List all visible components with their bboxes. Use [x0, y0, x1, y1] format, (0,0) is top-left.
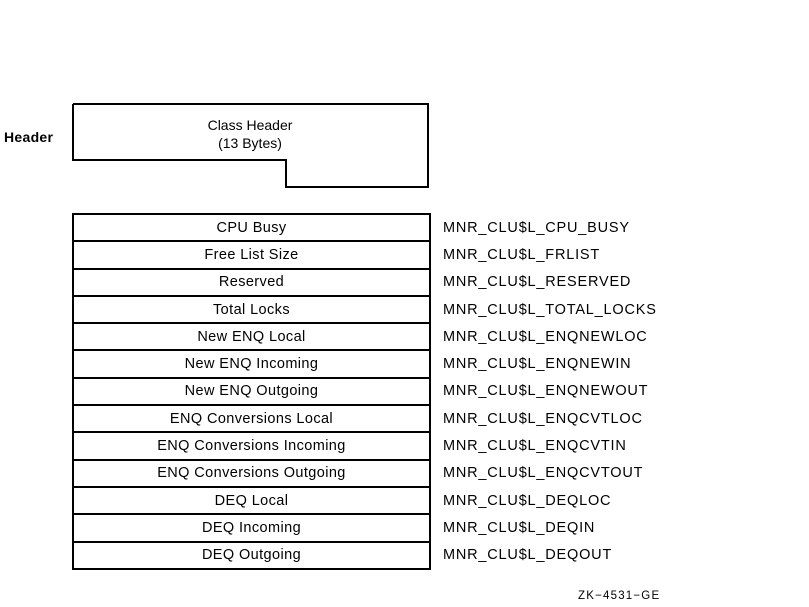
field-symbol: MNR_CLU$L_FRLIST: [443, 246, 601, 263]
field-row: ENQ Conversions Incoming: [74, 433, 429, 460]
field-table: [72, 213, 431, 570]
field-symbol: MNR_CLU$L_DEQIN: [443, 519, 596, 536]
field-symbol: MNR_CLU$L_RESERVED: [443, 274, 632, 291]
field-row: DEQ Incoming: [74, 515, 429, 542]
field-row: New ENQ Local: [74, 324, 429, 351]
field-symbol: MNR_CLU$L_ENQNEWIN: [443, 356, 632, 373]
field-row: ENQ Conversions Outgoing: [74, 461, 429, 488]
field-symbol-list: [443, 214, 657, 569]
field-row: New ENQ Outgoing: [74, 379, 429, 406]
field-row: Reserved: [74, 270, 429, 297]
field-row: ENQ Conversions Local: [74, 406, 429, 433]
field-symbol: MNR_CLU$L_ENQNEWOUT: [443, 383, 649, 400]
field-symbol: MNR_CLU$L_DEQOUT: [443, 547, 613, 564]
header-side-label: Header: [4, 129, 54, 145]
field-symbol: MNR_CLU$L_DEQLOC: [443, 492, 612, 509]
figure-id: ZK−4531−GE: [578, 590, 661, 602]
field-row: Total Locks: [74, 297, 429, 324]
field-symbol: MNR_CLU$L_ENQNEWLOC: [443, 328, 648, 345]
field-symbol: MNR_CLU$L_ENQCVTLOC: [443, 410, 643, 427]
field-row: Free List Size: [74, 242, 429, 269]
field-symbol: MNR_CLU$L_TOTAL_LOCKS: [443, 301, 657, 318]
field-symbol: MNR_CLU$L_CPU_BUSY: [443, 219, 630, 236]
field-row: DEQ Local: [74, 488, 429, 515]
field-symbol: MNR_CLU$L_ENQCVTIN: [443, 438, 627, 455]
field-row: New ENQ Incoming: [74, 351, 429, 378]
class-header-title: Class Header: [207, 117, 293, 133]
field-row: CPU Busy: [74, 215, 429, 242]
field-row: DEQ Outgoing: [74, 543, 429, 570]
class-header-size: (13 Bytes): [218, 135, 282, 151]
field-symbol: MNR_CLU$L_ENQCVTOUT: [443, 465, 644, 482]
